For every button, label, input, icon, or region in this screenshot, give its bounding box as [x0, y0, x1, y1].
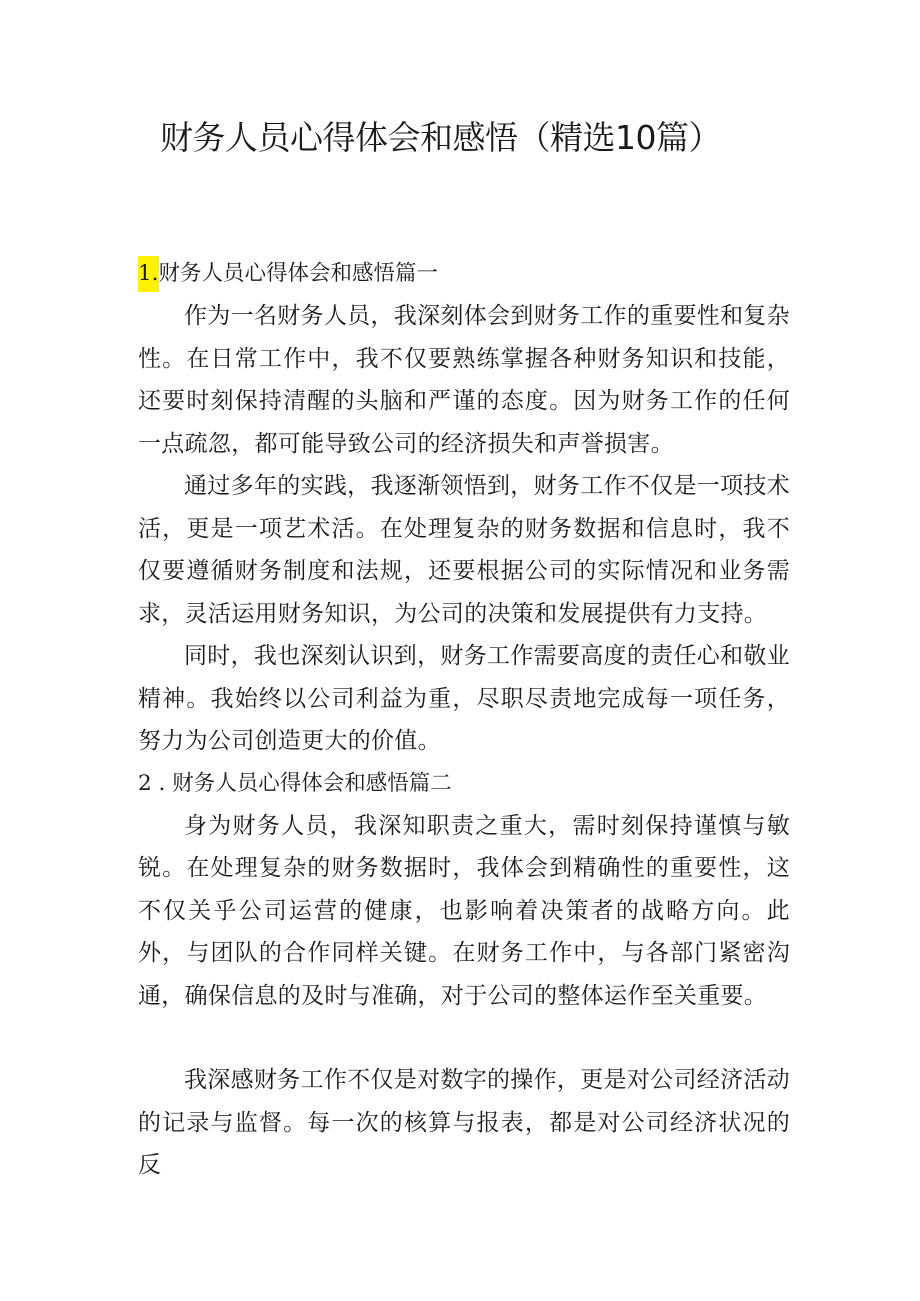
- section-heading-2: [138, 763, 790, 805]
- paragraph-spacer: [138, 1017, 790, 1059]
- paragraph: 我深感财务工作不仅是对数字的操作，更是对公司经济活动的记录与监督。每一次的核算与报表，都是对公司经济状况的反: [138, 1067, 790, 1178]
- section-heading-text: 财务人员心得体会和感悟篇一: [158, 261, 439, 286]
- section-heading-text: . 财务人员心得体会和感悟篇二: [151, 770, 452, 796]
- section-number: 2: [138, 770, 152, 796]
- document-title: 财务人员心得体会和感悟（精选10篇）: [160, 118, 721, 157]
- paragraph: 身为财务人员，我深知职责之重大，需时刻保持谨慎与敏锐。在处理复杂的财务数据时，我体会到精确性的重要性，这不仅关乎公司运营的健康，也影响着决策者的战略方向。此外，与团队的合作同样关键。在财务工作中，与各部门紧密沟通，确保信息的及时与准确，对于公司的整体运作至关重要。: [138, 812, 790, 1009]
- paragraph: 作为一名财务人员，我深刻体会到财务工作的重要性和复杂性。在日常工作中，我不仅要熟练掌握各种财务知识和技能，还要时刻保持清醒的头脑和严谨的态度。因为财务工作的任何一点疏忽，都可能导致公司的经济损失和声誉损害。: [138, 303, 790, 457]
- paragraph: 通过多年的实践，我逐渐领悟到，财务工作不仅是一项技术活，更是一项艺术活。在处理复杂的财务数据和信息时，我不仅要遵循财务制度和法规，还要根据公司的实际情况和业务需求，灵活运用财务知识，为公司的决策和发展提供有力支持。: [138, 473, 790, 627]
- document-body: [138, 253, 790, 1187]
- highlighted-section-number: 1.: [138, 256, 159, 292]
- paragraph: 同时，我也深刻认识到，财务工作需要高度的责任心和敬业精神。我始终以公司利益为重，尽职尽责地完成每一项任务，努力为公司创造更大的价值。: [138, 643, 790, 754]
- section-heading-1: [138, 253, 790, 295]
